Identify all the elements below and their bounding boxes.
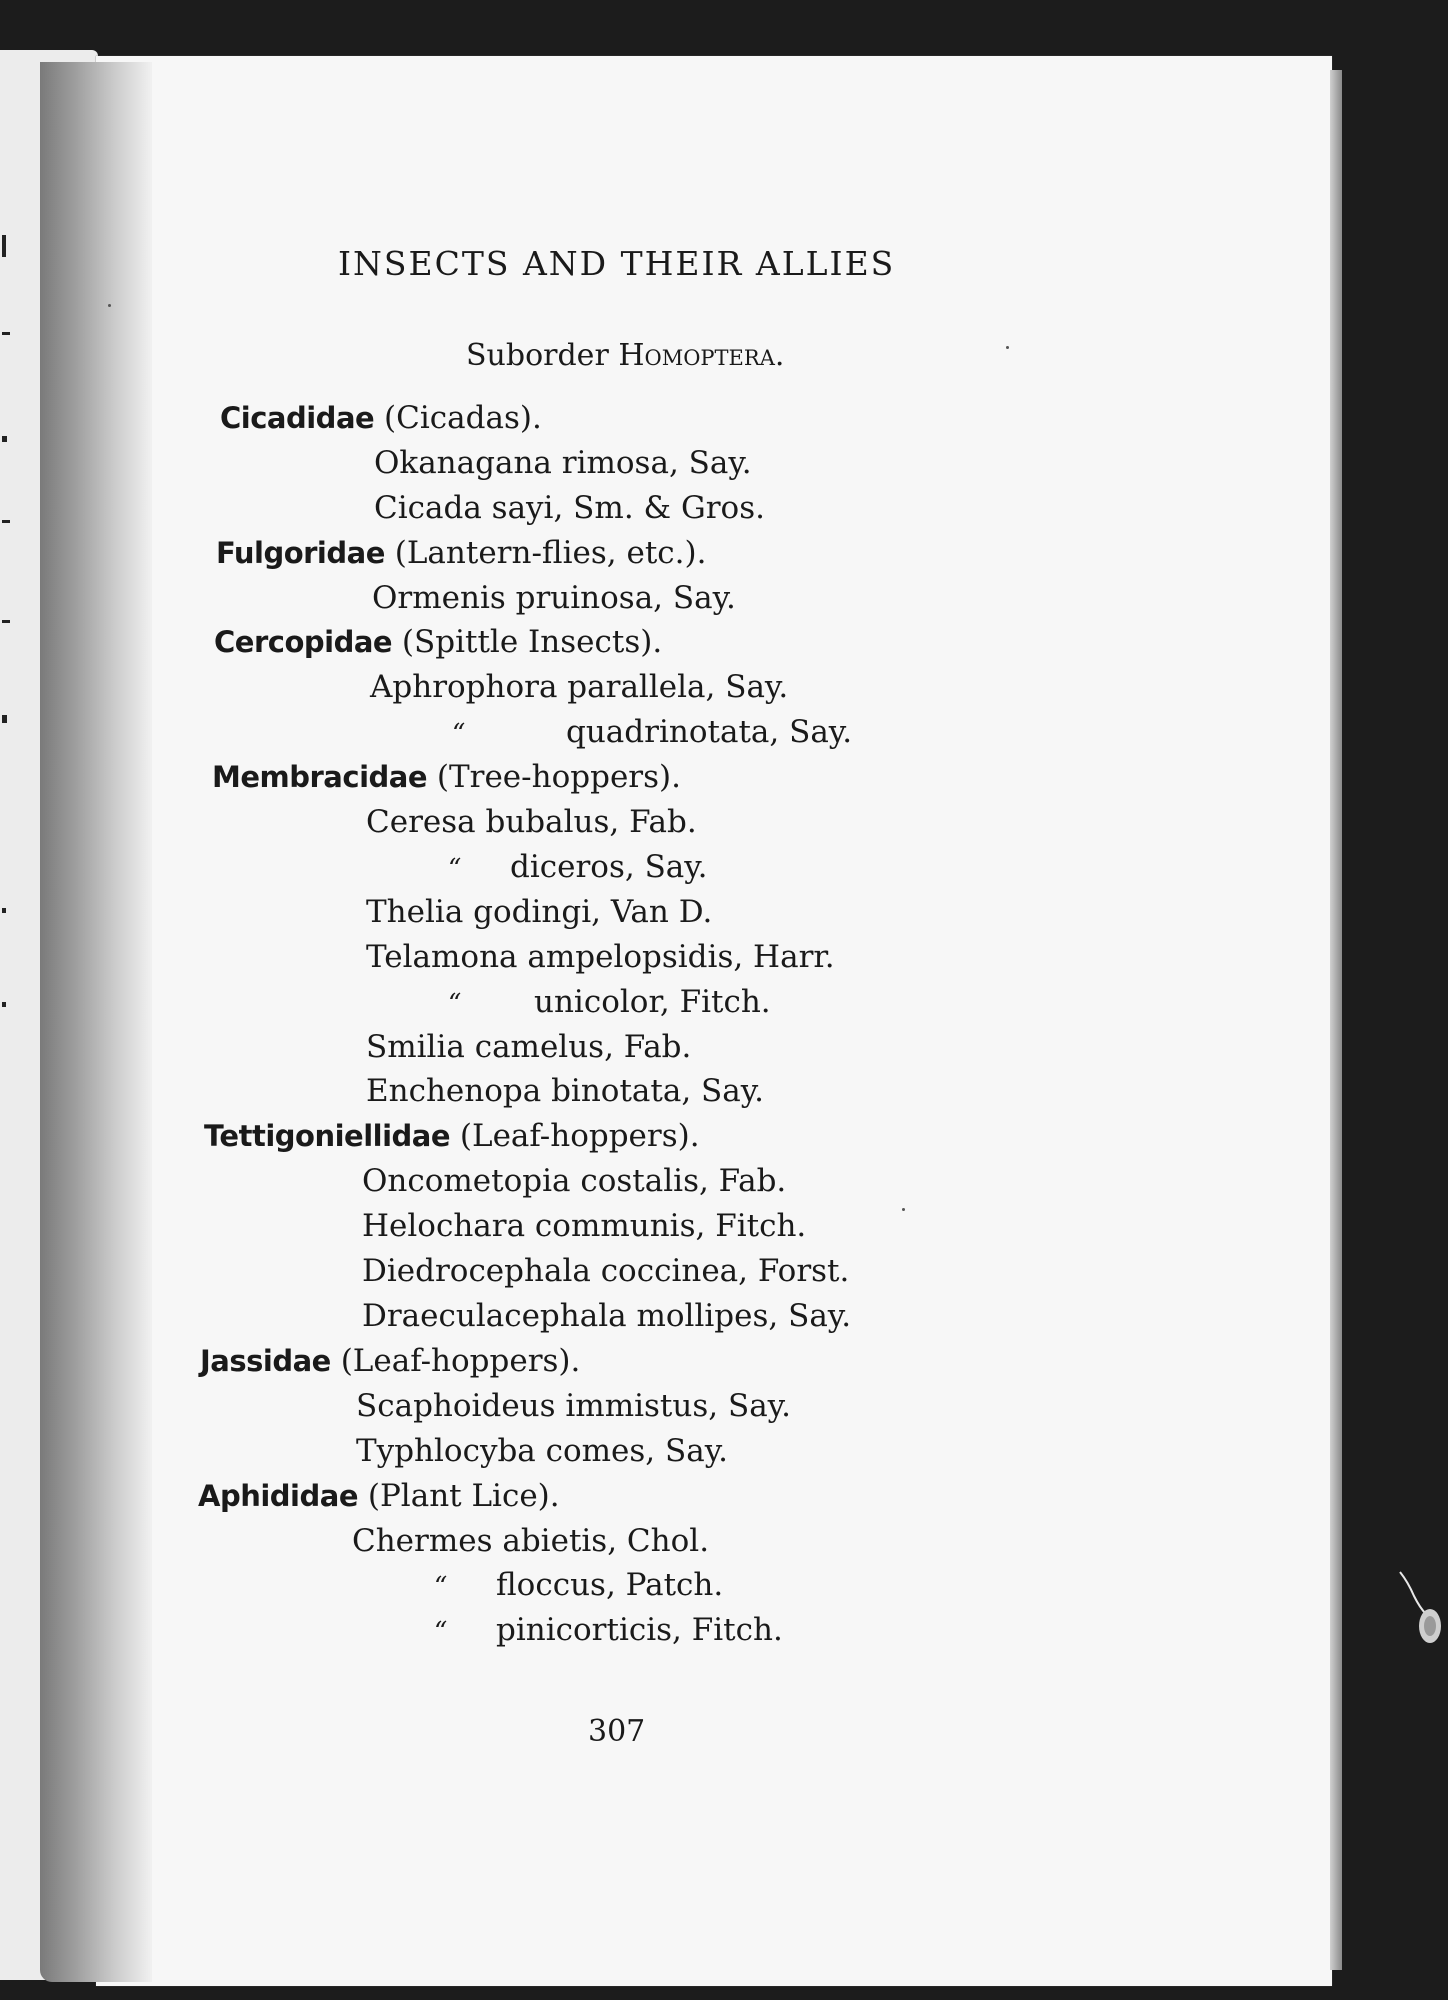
species-entry [372,578,736,618]
species-name: Oncometopia costalis, Fab. [362,1163,787,1199]
suborder-name: Homoptera. [618,338,785,373]
family-heading [200,1341,580,1381]
species-name: Smilia camelus, Fab. [366,1029,692,1065]
species-entry [366,802,697,842]
species-name: Ormenis pruinosa, Say. [372,580,736,616]
species-name: Typhlocyba comes, Say. [356,1433,728,1469]
family-name: Tettigoniellidae [204,1119,451,1153]
species-entry [374,488,765,528]
species-entry [434,1610,783,1652]
species-name: pinicorticis, Fitch. [496,1612,783,1648]
species-entry [352,1521,709,1561]
family-heading [216,533,706,573]
species-entry [448,847,708,889]
species-entry [366,937,835,977]
family-name: Cicadidae [220,401,375,435]
family-common-name: (Plant Lice). [367,1478,560,1514]
family-common-name: (Tree-hoppers). [436,759,681,795]
species-entry [362,1251,849,1291]
family-name: Fulgoridae [216,536,385,570]
species-entry [362,1296,851,1336]
ditto-mark: “ [452,719,466,749]
running-head: INSECTS AND THEIR ALLIES [338,244,896,283]
species-entry [434,1565,723,1607]
species-name: floccus, Patch. [496,1567,724,1603]
species-name: diceros, Say. [510,849,708,885]
page-number: 307 [588,1714,646,1749]
family-name: Cercopidae [214,625,393,659]
family-common-name: (Leaf-hoppers). [459,1118,700,1154]
species-entry [366,892,712,932]
family-name: Aphididae [198,1479,358,1513]
ditto-mark: “ [434,1572,448,1602]
species-entry [452,712,852,754]
family-heading [220,398,542,438]
species-entry [448,982,771,1024]
species-name: Enchenopa binotata, Say. [366,1073,765,1109]
family-common-name: (Lantern-flies, etc.). [394,535,707,571]
species-name: Thelia godingi, Van D. [366,894,713,930]
ditto-mark: “ [448,854,462,884]
species-name: Okanagana rimosa, Say. [374,445,752,481]
species-entry [366,1071,764,1111]
species-name: Diedrocephala coccinea, Forst. [362,1253,850,1289]
species-entry [362,1161,786,1201]
species-name: Cicada sayi, Sm. & Gros. [374,490,765,526]
suborder-prefix: Suborder [466,338,609,373]
family-heading [212,757,681,797]
species-name: unicolor, Fitch. [534,984,771,1020]
family-heading [204,1116,700,1156]
species-entry [374,443,752,483]
species-name: Ceresa bubalus, Fab. [366,804,697,840]
family-heading [198,1476,560,1516]
family-common-name: (Leaf-hoppers). [340,1343,581,1379]
species-entry [362,1206,806,1246]
family-name: Jassidae [200,1344,331,1378]
species-name: Scaphoideus immistus, Say. [356,1388,791,1424]
species-entry [366,1027,691,1067]
species-name: Chermes abietis, Chol. [352,1523,710,1559]
family-common-name: (Cicadas). [384,400,542,436]
species-entry [356,1386,791,1426]
species-name: Aphrophora parallela, Say. [370,669,789,705]
species-name: Helochara communis, Fitch. [362,1208,807,1244]
family-name: Membracidae [212,760,428,794]
species-name: Draeculacephala mollipes, Say. [362,1298,852,1334]
species-entry [370,667,788,707]
family-common-name: (Spittle Insects). [401,624,663,660]
species-name: Telamona ampelopsidis, Harr. [366,939,835,975]
ditto-mark: “ [434,1617,448,1647]
suborder-heading [466,338,784,373]
family-heading [214,622,662,662]
species-name: quadrinotata, Say. [566,714,853,750]
species-entry [356,1431,728,1471]
ditto-mark: “ [448,989,462,1019]
